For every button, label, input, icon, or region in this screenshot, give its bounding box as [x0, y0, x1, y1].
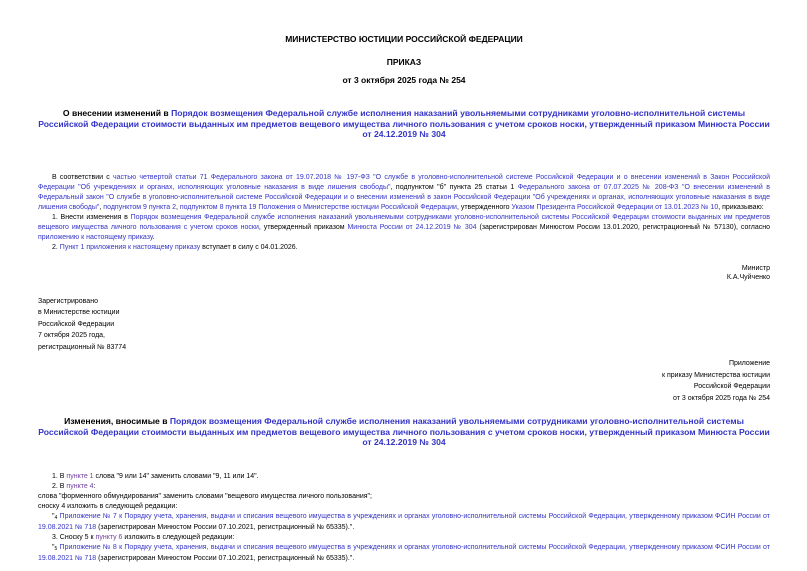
registration-line: в Министерстве юстиции — [38, 309, 120, 316]
text-run: 2. — [52, 243, 60, 251]
appendix-reference-line: Российской Федерации — [693, 383, 770, 390]
text-run: (зарегистрирован Минюстом России 07.10.2021, регистрационный № 65335).". — [96, 523, 355, 531]
text-run: : — [93, 482, 96, 490]
text-run: (зарегистрирован Минюстом России 13.01.2020, регистрационный № 57130), согласно — [476, 223, 770, 231]
text-run: 1. В — [52, 472, 67, 480]
appendix-reference-line: Приложение — [728, 360, 770, 367]
text-run: " — [52, 543, 55, 551]
doc-link-visited[interactable]: пункте 1 — [66, 472, 94, 480]
doc-link[interactable]: Пункт 1 приложения к настоящему приказу — [59, 243, 201, 251]
doc-link[interactable]: Порядок возмещения Федеральной службе исполнения наказаний увольняемыми сотрудниками уголовно-исполнительной системы Российской Федерации стоимости выданных им предметов вещевого имущества личного пользования с учетом сроков носки — [38, 213, 770, 231]
text-run: (зарегистрирован Минюстом России 07.10.2021, регистрационный № 65335).". — [96, 554, 355, 562]
doc-link[interactable]: Федерального закона от 07.07.2025 № 208-ФЗ "О внесении изменений в Федеральный закон "О службе в уголовно-исполнительной системе Российской Федерации и о внесении изменений в закон Российской Федерации "Об учреждениях и органах, исполняющих уголовные наказания в виде лишения свободы" — [38, 183, 770, 211]
intro-paragraph — [38, 173, 770, 213]
amendment-item-3 — [38, 533, 770, 543]
text-run: , — [99, 203, 104, 211]
doc-link[interactable]: Приложение № 7 к Порядку учета, хранения, выдачи и списания вещевого имущества в учреждениях и органах уголовно-исполнительной системы Российской Федерации, утвержденному приказом ФСИН России от 19.08.2021 № 718 — [38, 512, 770, 531]
doc-link[interactable]: Порядок возмещения Федеральной службе исполнения наказаний увольняемыми сотрудниками уголовно-исполнительной системы Российской Федерации стоимости выданных им предметов вещевого имущества личного пользования с учетом сроков носки, утвержденный приказом Минюста России от 24.12.2019 № 304 — [38, 416, 770, 447]
document-title — [38, 108, 770, 140]
registration-line: Зарегистрировано — [38, 297, 98, 305]
text-run: Изменения, вносимые в — [64, 416, 170, 426]
doc-link[interactable]: Минюста России от 24.12.2019 № 304 — [347, 223, 477, 231]
document-date-number: от 3 октября 2025 года № 254 — [342, 75, 466, 85]
appendix-reference-line: от 3 октября 2025 года № 254 — [672, 394, 770, 402]
signature-block — [38, 264, 770, 283]
document-header — [38, 34, 770, 85]
amendment-footnote-5 — [38, 543, 770, 564]
amendment-item-2b — [38, 502, 770, 512]
text-run: слова "форменного обмундирования" заменить словами "вещевого имущества личного пользования"; — [38, 492, 372, 500]
text-run: 2. В — [52, 482, 67, 490]
text-run: . — [152, 233, 155, 241]
registration-line: регистрационный № 83774 — [38, 343, 127, 351]
text-run: 1. Внести изменения в — [52, 213, 131, 221]
registration-line: 7 октября 2025 года, — [38, 332, 106, 339]
doc-link[interactable]: Указом Президента Российской Федерации от 13.01.2023 № 10 — [511, 203, 719, 211]
order-item-1 — [38, 213, 770, 243]
text-run: , — [175, 203, 180, 211]
doc-link[interactable]: подпунктом 8 пункта 19 Положения о Министерстве юстиции Российской Федерации — [179, 203, 457, 211]
signature-name: К.А.Чуйченко — [726, 274, 770, 281]
text-run: слова "9 или 14" заменить словами "9, 11 или 14". — [93, 472, 259, 480]
text-run: 3. Сноску 5 к — [52, 533, 96, 541]
text-run: изложить в следующей редакции: — [122, 533, 235, 541]
text-run: вступает в силу с 04.01.2026. — [200, 243, 298, 251]
amendment-item-2a — [38, 492, 770, 502]
appendix-reference — [38, 358, 770, 404]
text-run: , утвержденный приказом — [258, 223, 348, 231]
doc-link[interactable]: частью четвертой статьи 71 Федерального закона от 19.07.2018 № 197-ФЗ "О службе в уголовно-исполнительной системе Российской Федерации и о внесении изменений в Закон Российской Федерации "Об учреждениях и органах, исполняющих уголовные наказания в виде лишения свободы" — [38, 173, 770, 191]
amendment-footnote-4 — [38, 512, 770, 533]
text-run: , утвержденного — [456, 203, 512, 211]
amendment-item-2 — [38, 482, 770, 492]
footnote-marker: 5 — [54, 545, 58, 552]
footnote-marker: 4 — [54, 514, 58, 521]
doc-link-visited[interactable]: пункту 6 — [95, 533, 123, 541]
order-item-2 — [38, 243, 770, 253]
amendments-body — [38, 472, 770, 564]
text-run: В соответствии с — [52, 173, 114, 181]
doc-link[interactable]: Приложение № 8 к Порядку учета, хранения, выдачи и списания вещевого имущества в учреждениях и органах уголовно-исполнительной системы Российской Федерации, утвержденному приказом ФСИН России от 19.08.2021 № 718 — [38, 543, 770, 562]
appendix-title — [38, 416, 770, 448]
text-run: сноску 4 изложить в следующей редакции: — [38, 502, 178, 510]
amendment-item-1 — [38, 472, 770, 482]
doc-link-visited[interactable]: пункте 4 — [66, 482, 94, 490]
doc-link[interactable]: подпунктом 9 пункта 2 — [103, 203, 176, 211]
doc-link[interactable]: Порядок возмещения Федеральной службе исполнения наказаний увольняемыми сотрудниками уголовно-исполнительной системы Российской Федерации стоимости выданных им предметов вещевого имущества личного пользования с учетом сроков носки, утвержденный приказом Минюста России от 24.12.2019 № 304 — [38, 108, 770, 139]
text-run: , подпунктом "б" пункта 25 статьи 1 — [390, 183, 518, 191]
order-body — [38, 173, 770, 253]
signature-position: Министр — [741, 264, 770, 272]
doc-link[interactable]: приложению к настоящему приказу — [38, 233, 153, 241]
text-run: , приказываю: — [718, 203, 764, 211]
appendix-reference-line: к приказу Министерства юстиции — [661, 371, 770, 379]
registration-line: Российской Федерации — [38, 320, 115, 328]
registration-block — [38, 296, 770, 354]
text-run: " — [52, 512, 55, 520]
text-run: О внесении изменений в — [62, 108, 172, 118]
document-type: ПРИКАЗ — [386, 57, 422, 67]
ministry-name: МИНИСТЕРСТВО ЮСТИЦИИ РОССИЙСКОЙ ФЕДЕРАЦИИ — [285, 34, 523, 44]
